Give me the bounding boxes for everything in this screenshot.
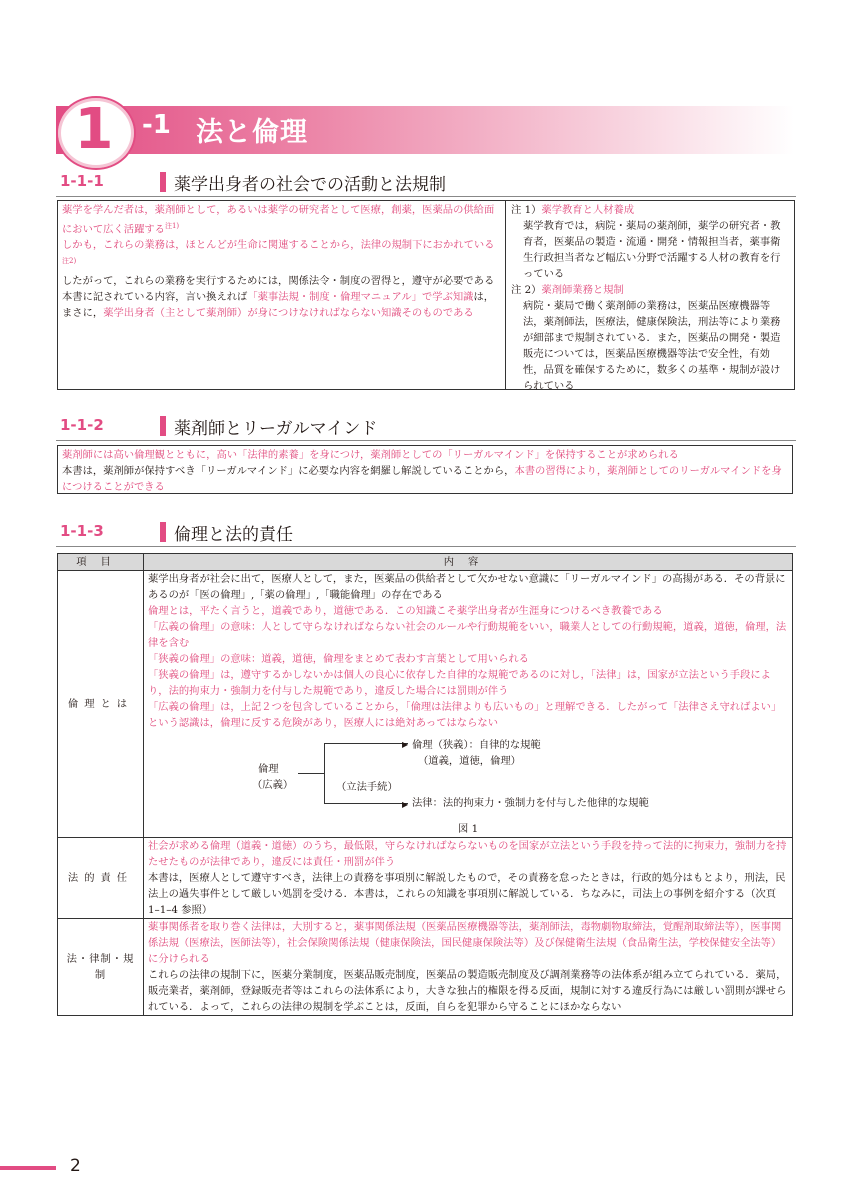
row-header: 法・律制・規制 xyxy=(58,919,144,1016)
table-text: 「狭義の倫理」の意味：道義，道徳，倫理をまとめて表わす言葉として用いられる xyxy=(148,653,529,665)
figure-root-sublabel: （広義） xyxy=(252,779,294,791)
column-header: 項目 xyxy=(58,554,144,571)
section-bar xyxy=(160,522,166,542)
row-header: 法的責任 xyxy=(58,838,144,919)
paragraph: 本書に記されている内容，言い換えれば「薬事法規・制度・倫理マニュアル」で学ぶ知識は，まさに，薬学出身者（主として薬剤師）が身につけなければならない知識そのものである xyxy=(62,290,495,319)
section-number: 1-1-2 xyxy=(60,416,104,434)
table-text: 「広義の倫理」の意味：人として守らなければならない社会のルールや行動規範をいい，職業人としての行動規範，道義，道徳，倫理，法律を含む xyxy=(148,621,787,649)
paragraph: 薬剤師には高い倫理観とともに，高い「法律的素養」を身につけ，薬剤師としての「リーガルマインド」を保持することが求められる xyxy=(62,449,679,461)
section-title: 薬剤師とリーガルマインド xyxy=(174,419,378,439)
note-heading: 注 2）薬剤師業務と規制 xyxy=(511,284,624,296)
section-title: 薬学出身者の社会での活動と法規制 xyxy=(174,175,446,195)
table-text: 薬学出身者が社会に出て，医療人として，また，医薬品の供給者として欠かせない意識に「リーガルマインド」の高揚がある．その背景にあるのが「医の倫理」,「薬の倫理」,「職能倫理」の存在である xyxy=(148,573,786,601)
section-bar xyxy=(160,172,166,192)
table-header-row xyxy=(58,554,793,571)
figure-mid-label: （立法手続） xyxy=(336,781,398,793)
section-divider xyxy=(56,196,796,197)
row-header: 倫理とは xyxy=(58,571,144,838)
chapter-header xyxy=(56,96,794,166)
section-number: 1-1-1 xyxy=(60,172,104,190)
arrow-head-icon: ▶ xyxy=(402,740,409,749)
intro-text xyxy=(58,201,506,389)
section-heading-3 xyxy=(56,520,796,546)
figure-arrow-top xyxy=(324,743,408,744)
footer-accent-bar xyxy=(0,1166,56,1170)
section-divider xyxy=(56,546,796,547)
note-heading: 注 1）薬学教育と人材養成 xyxy=(511,204,635,216)
note-text: 病院・薬局で働く薬剤師の業務は，医薬品医療機器等法，薬剤師法，医療法，健康保険法，刑法等により業務が細部まで規制されている．また，医薬品の開発・製造販売については，医薬品医療機器等法で安全性，有効性，品質を確保するために，数多くの基準・規制が設けられている xyxy=(523,300,781,392)
figure-bottom-label: 法律：法的拘束力・強制力を付与した他律的な規範 xyxy=(412,797,649,809)
legal-mind-box xyxy=(57,445,793,494)
section-bar xyxy=(160,416,166,436)
table-text: 薬事関係者を取り巻く法律は，大別すると，薬事関係法規（医薬品医療機器等法，薬剤師法，毒物劇物取締法，覚醒剤取締法等），医事関係法規（医療法，医師法等），社会保険関係法規（健康保険法，国民健康保険法等）及び保健衛生法規（食品衛生法，学校保健安全法等）に分けられる xyxy=(148,921,782,965)
arrow-head-icon: ▶ xyxy=(402,800,409,809)
notes-column xyxy=(507,201,794,392)
figure-connector xyxy=(324,743,325,803)
figure-connector xyxy=(298,773,324,774)
table-row xyxy=(58,838,793,919)
table-row xyxy=(58,571,793,838)
paragraph: しかも，これらの業務は，ほとんどが生命に関連することから，法律の規制下におかれている$^{注2)}$ xyxy=(62,239,495,266)
table-row xyxy=(58,919,793,1016)
figure-root-label: 倫理 xyxy=(258,763,279,775)
table-text: これらの法律の規制下に，医薬分業制度，医薬品販売制度，医薬品の製造販売制度及び調剤業務等の法体系が組み立てられている．薬局，販売業者，薬剤師，登録販売者等はこれらの法体系により，大きな独占的権限を得る反面，規制に対する違反行為には厳しい罰則が課せられている．よって，これらの法律の規制を学ぶことは，反面，自らを犯罪から守ることにほかならない xyxy=(148,969,787,1013)
ethics-figure xyxy=(228,737,788,837)
row-content xyxy=(144,838,793,919)
table-text: 「広義の倫理」は，上記２つを包含していることから，「倫理は法律よりも広いもの」と理解できる．したがって「法律さえ守ればよい」という認識は，倫理に反する危険があり，医療人には絶対あってはならない xyxy=(148,701,782,729)
table-text: 倫理とは，平たく言うと，道義であり，道徳である．この知識こそ薬学出身者が生涯身につけるべき教養である xyxy=(148,605,663,617)
figure-top-label: 倫理（狭義）：自律的な規範 xyxy=(412,739,541,751)
page-number: 2 xyxy=(70,1156,81,1176)
paragraph: 本書は，薬剤師が保持すべき「リーガルマインド」に必要な内容を網羅し解説していることから，本書の習得により，薬剤師としてのリーガルマインドを身につけることができる xyxy=(62,465,782,493)
intro-box xyxy=(57,200,795,390)
figure-top-sublabel: （道義，道徳，倫理） xyxy=(418,755,521,767)
chapter-title: 法と倫理 xyxy=(196,117,308,148)
section-heading-1 xyxy=(56,170,796,196)
table-text: 「狭義の倫理」は，遵守するかしないかは個人の良心に依存した自律的な規範であるのに対し，「法律」は，国家が立法という手段により，法的拘束力・強制力を付与した規範であり，違反した場合には罰則が伴う xyxy=(148,669,771,697)
section-number: 1-1-3 xyxy=(60,522,104,540)
figure-caption: 図 1 xyxy=(458,823,479,835)
section-title: 倫理と法的責任 xyxy=(174,525,293,545)
table-text: 本書は，医療人として遵守すべき，法律上の責務を事項別に解説したもので，その責務を怠ったときは，行政的処分はもとより，刑法，民法上の過失事件として厳しい処罰を受ける．本書は，これらの知識を事項別に解説している．ちなみに，司法上の事例を紹介する（次頁 1–1–4 参照） xyxy=(148,872,786,916)
row-content xyxy=(144,571,793,838)
paragraph: したがって，これらの業務を実行するためには，関係法令・制度の習得と，遵守が必要である xyxy=(62,274,495,287)
note-text: 薬学教育では，病院・薬局の薬剤師，薬学の研究者・教育者，医薬品の製造・流通・開発・情報担当者，薬事衛生行政担当者など幅広い分野で活躍する人材の教育を行っている xyxy=(523,220,781,280)
chapter-subnumber: -1 xyxy=(142,110,171,140)
section-divider xyxy=(56,440,796,441)
section-heading-2 xyxy=(56,414,796,440)
table-text: 社会が求める倫理（道義・道徳）のうち，最低限，守らなければならないものを国家が立法という手段を持って法的に拘束力，強制力を持たせたものが法律であり，違反には責任・刑罰が伴う xyxy=(148,840,787,868)
chapter-number: 1 xyxy=(74,97,114,162)
figure-arrow-bottom xyxy=(324,803,408,804)
row-content xyxy=(144,919,793,1016)
column-header: 内容 xyxy=(144,554,793,571)
paragraph: 薬学を学んだ者は，薬剤師として，あるいは薬学の研究者として医療，創薬，医薬品の供給面において広く活躍する$^{注1)}$ xyxy=(62,204,495,236)
ethics-table xyxy=(57,553,793,1016)
